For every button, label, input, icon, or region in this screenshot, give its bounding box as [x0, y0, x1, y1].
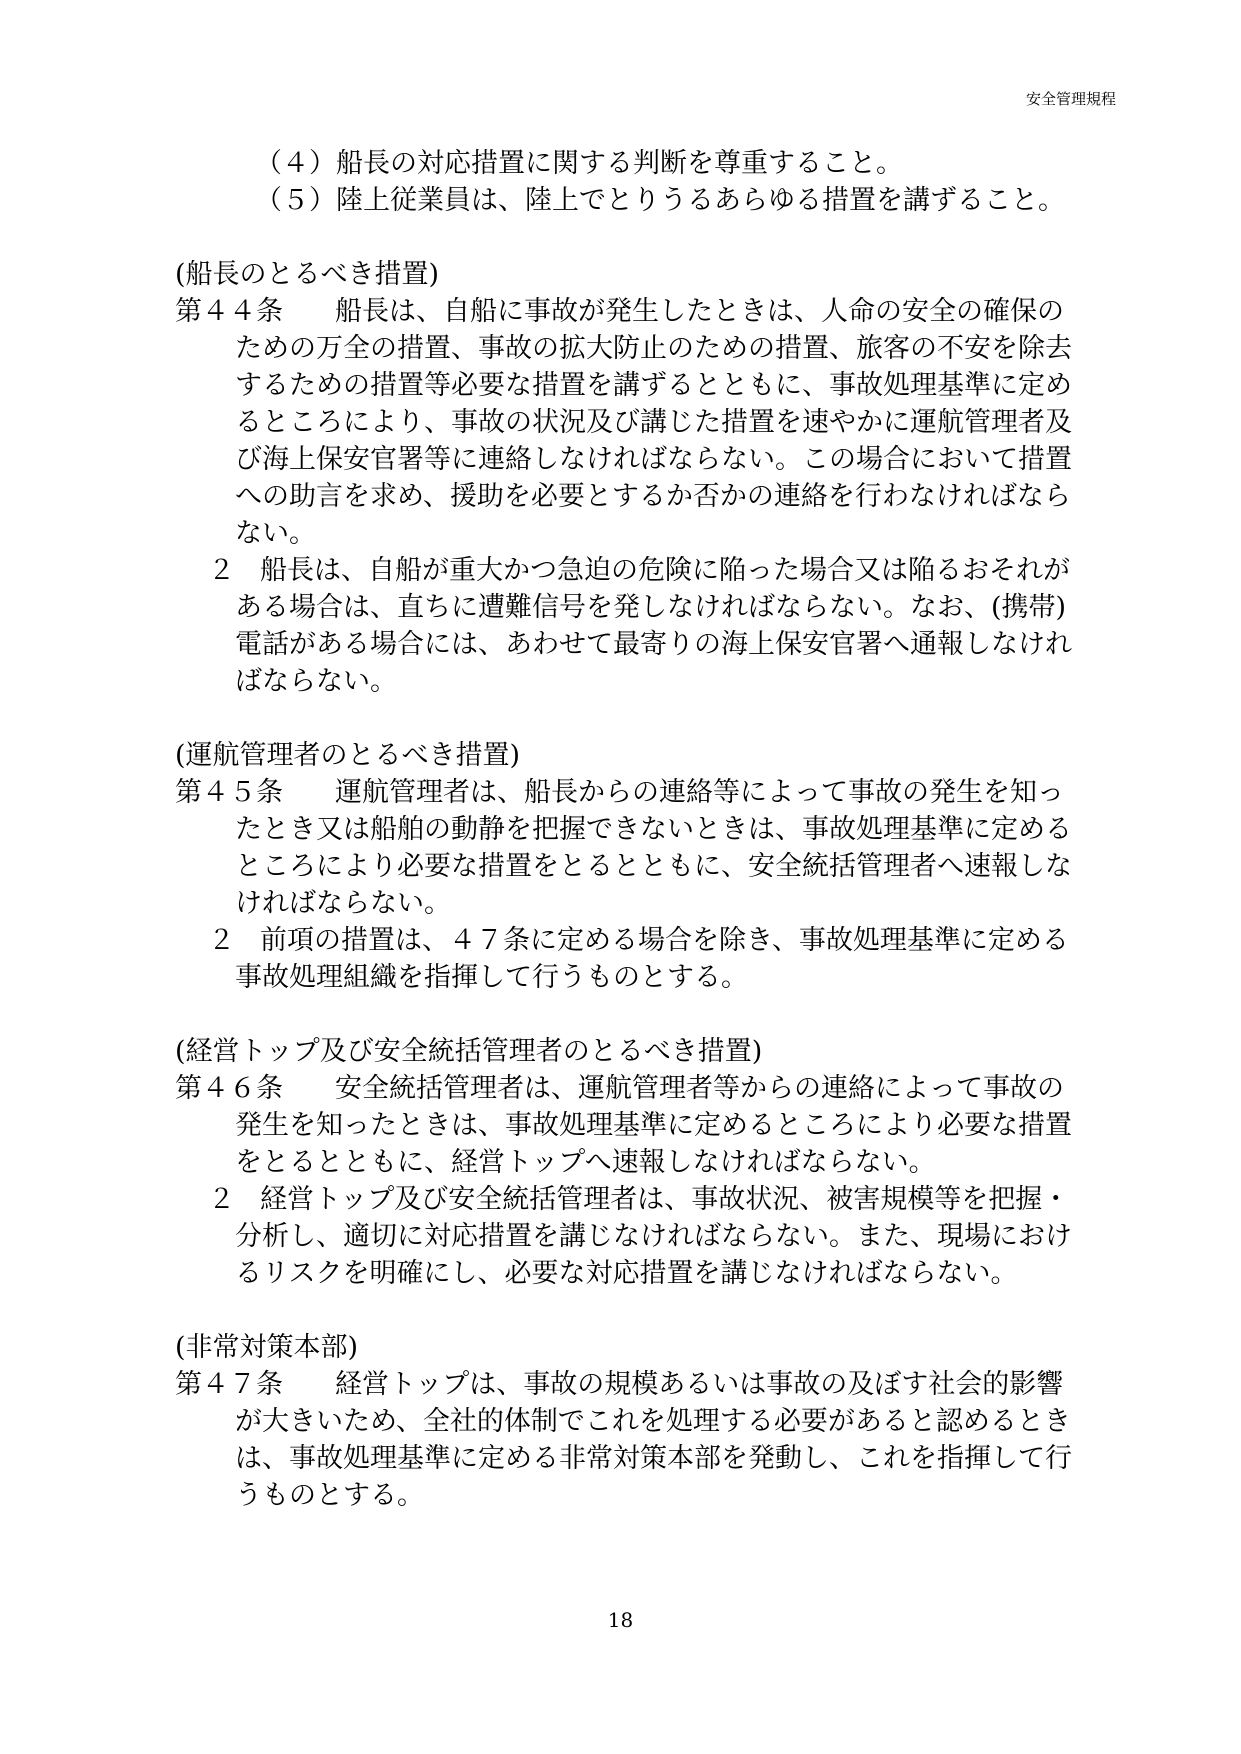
article-text: 経営トップは、事故の規模あるいは事故の及ぼす社会的影響: [335, 1369, 1064, 1400]
paragraph-text: 経営トップ及び安全統括管理者は、事故状況、被害規模等を把握・: [260, 1184, 1070, 1215]
continuation-line: ある場合は、直ちに遭難信号を発しなければならない。なお、(携帯): [235, 592, 1067, 623]
continuation-line: るところにより、事故の状況及び講じた措置を速やかに運航管理者及: [235, 407, 1072, 438]
continuation-line: たとき又は船舶の動静を把握できないときは、事故処理基準に定める: [235, 814, 1072, 845]
paragraph-number: ２: [208, 555, 235, 586]
article-heading: (経営トップ及び安全統括管理者のとるべき措置): [175, 1036, 763, 1067]
article-heading: (非常対策本部): [175, 1332, 359, 1363]
continuation-line: 事故処理組織を指揮して行うものとする。: [235, 962, 748, 993]
continuation-line: るリスクを明確にし、必要な対応措置を講じなければならない。: [235, 1258, 1018, 1289]
continuation-line: ない。: [235, 518, 316, 549]
sub-item-line: （５）陸上従業員は、陸上でとりうるあらゆる措置を講ずること。: [255, 185, 1065, 216]
paragraph-text: 船長は、自船が重大かつ急迫の危険に陥った場合又は陥るおそれが: [260, 555, 1070, 586]
continuation-line: ところにより必要な措置をとるとともに、安全統括管理者へ速報しな: [235, 851, 1072, 882]
article-line: [175, 774, 1115, 811]
blank-line: [175, 996, 1115, 1033]
article-number: 第４５条: [175, 777, 283, 808]
blank-line: [175, 700, 1115, 737]
paragraph-line: [175, 552, 1115, 589]
article-line: [175, 1070, 1115, 1107]
article-line: [175, 293, 1115, 330]
continuation-line: が大きいため、全社的体制でこれを処理する必要があると認めるとき: [235, 1406, 1071, 1437]
paragraph-number: ２: [208, 1184, 235, 1215]
paragraph-text: 前項の措置は、４７条に定める場合を除き、事故処理基準に定める: [260, 925, 1069, 956]
article-heading: (船長のとるべき措置): [175, 259, 440, 290]
article-text: 船長は、自船に事故が発生したときは、人命の安全の確保の: [335, 296, 1064, 327]
continuation-line: への助言を求め、援助を必要とするか否かの連絡を行わなければなら: [235, 481, 1071, 512]
paragraph-number: ２: [208, 925, 235, 956]
running-header: 安全管理規程: [1025, 90, 1116, 108]
page-number: 18: [607, 1608, 634, 1632]
continuation-line: するための措置等必要な措置を講ずるとともに、事故処理基準に定め: [235, 370, 1072, 401]
article-heading: (運航管理者のとるべき措置): [175, 740, 521, 771]
continuation-line: 電話がある場合には、あわせて最寄りの海上保安官署へ通報しなけれ: [235, 629, 1072, 660]
continuation-line: 発生を知ったときは、事故処理基準に定めるところにより必要な措置: [235, 1110, 1072, 1141]
continuation-line: うものとする。: [235, 1480, 424, 1511]
article-number: 第４４条: [175, 296, 283, 327]
blank-line: [175, 219, 1115, 256]
article-text: 安全統括管理者は、運航管理者等からの連絡によって事故の: [335, 1073, 1064, 1104]
article-number: 第４７条: [175, 1369, 283, 1400]
blank-line: [175, 1292, 1115, 1329]
continuation-line: 分析し、適切に対応措置を講じなければならない。また、現場におけ: [235, 1221, 1072, 1252]
continuation-line: は、事故処理基準に定める非常対策本部を発動し、これを指揮して行: [235, 1443, 1072, 1474]
paragraph-line: [175, 1181, 1115, 1218]
paragraph-line: [175, 922, 1115, 959]
continuation-line: び海上保安官署等に連絡しなければならない。この場合において措置: [235, 444, 1072, 475]
article-line: [175, 1366, 1115, 1403]
continuation-line: をとるとともに、経営トップへ速報しなければならない。: [235, 1147, 936, 1178]
article-text: 運航管理者は、船長からの連絡等によって事故の発生を知っ: [335, 777, 1064, 808]
sub-item-line: （４）船長の対応措置に関する判断を尊重すること。: [255, 148, 903, 179]
article-number: 第４６条: [175, 1073, 283, 1104]
continuation-line: ための万全の措置、事故の拡大防止のための措置、旅客の不安を除去: [235, 333, 1072, 364]
continuation-line: ければならない。: [235, 888, 451, 919]
continuation-line: ばならない。: [235, 666, 397, 697]
regulation-body: [175, 145, 1115, 1514]
